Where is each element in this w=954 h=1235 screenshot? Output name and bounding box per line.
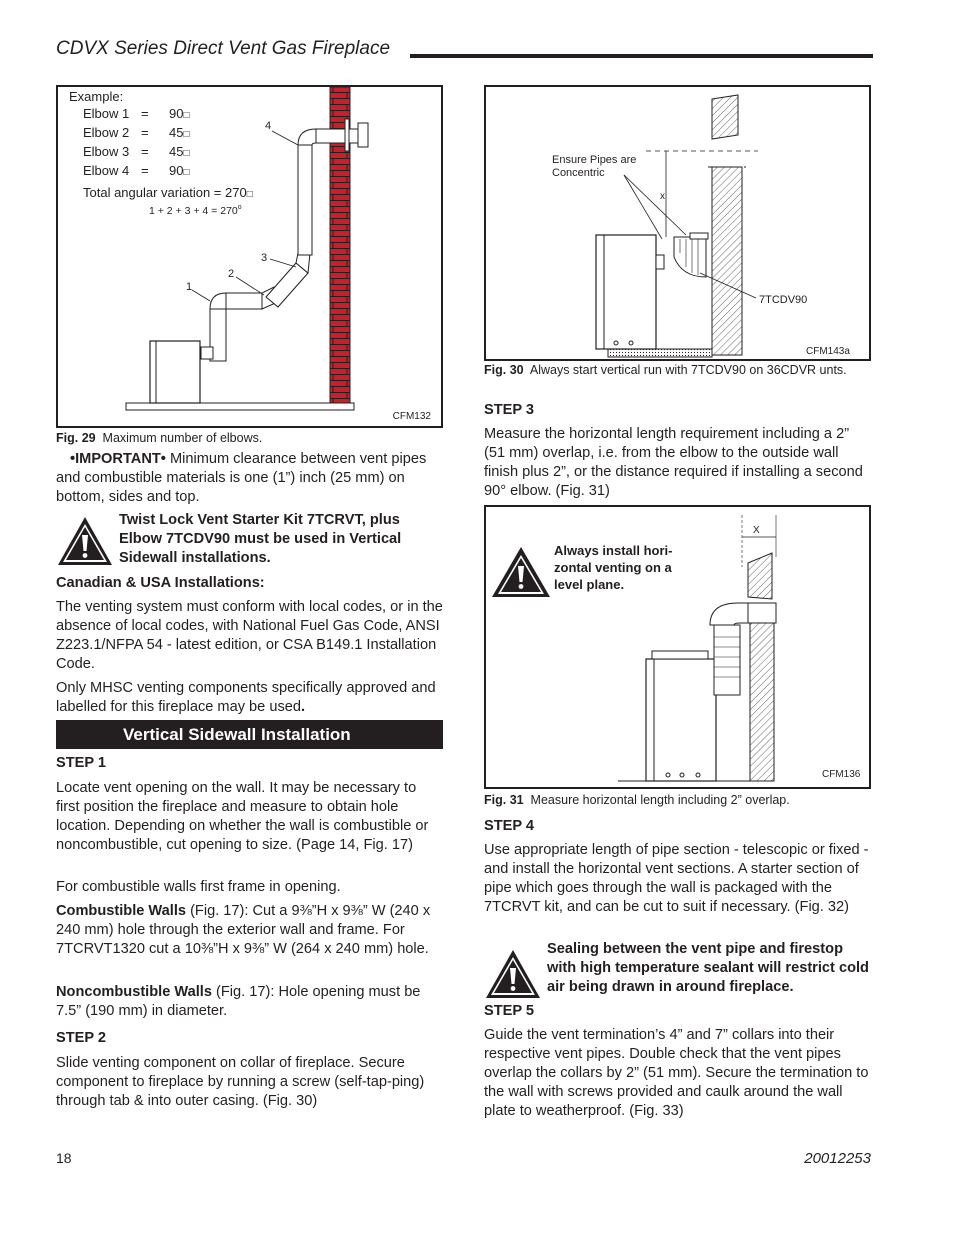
section-title-band (56, 720, 443, 749)
elbow-row: Elbow 2 = 45□ (83, 125, 190, 140)
figure-31 (484, 505, 871, 789)
fig29-code: CFM132 (392, 411, 431, 422)
callout-4: 4 (265, 120, 272, 132)
fig29-example (69, 88, 253, 203)
total-angular: Total angular variation = 270□ (83, 185, 253, 200)
figure-30 (484, 85, 871, 361)
warning-icon (484, 948, 542, 1000)
fig31-x-label: X (753, 525, 760, 536)
callout-2: 2 (228, 268, 235, 280)
step5-heading: STEP 5 (484, 1003, 535, 1019)
fig31-caption: Fig. 31 Measure horizontal length including 2” overlap. (484, 793, 790, 807)
callout-3: 3 (261, 252, 268, 264)
callout-1: 1 (186, 281, 193, 293)
elbow-row: Elbow 3 = 45□ (83, 144, 190, 159)
fig31-warning: Always install hori- zontal venting on a level plane. (554, 543, 673, 592)
canadian-heading: Canadian & USA Installations: (56, 575, 265, 591)
important-note: •IMPORTANT• Minimum clearance between vent pipes and combustible materials is one (1”) inch (25 mm) on bottom, sides and top. (56, 451, 427, 505)
warning-text-2: Sealing between the vent pipe and firestop with high temperature sealant will restrict cold air being drawn in around fireplace. (547, 941, 869, 995)
elbow-list (69, 105, 253, 203)
section-title: Vertical Sidewall Installation (123, 725, 351, 744)
figure-29 (56, 85, 443, 428)
document-number: 20012253 (804, 1150, 871, 1167)
fig29-caption: Fig. 29 Maximum number of elbows. (56, 431, 263, 445)
fig30-x-label: x (660, 191, 665, 202)
figure-31-drawing (486, 507, 869, 787)
step3-text: Measure the horizontal length requirement including a 2” (51 mm) overlap, i.e. from the elbow to the outside wall finish plus 2”, or the distance required if installing a second 90° elbow. (Fig. 31) (484, 426, 863, 499)
step1-para1: Locate vent opening on the wall. It may be necessary to first position the fireplace and measure to obtain hole location. Depending on whether the wall is combustible or noncombustible, cut opening to size. (Page 14, Fig. 17) (56, 780, 429, 853)
step1-para2: For combustible walls first frame in opening. (56, 879, 341, 895)
figure-30-drawing (486, 87, 869, 359)
codes-paragraph: The venting system must conform with local codes, or in the absence of local codes, with National Fuel Gas Code, ANSI Z223.1/NFPA 54 - latest edition, or CSA B149.1 Installation Code. (56, 599, 443, 672)
step1-noncombustible: Noncombustible Walls (Fig. 17): Hole opening must be 7.5” (190 mm) in diameter. (56, 984, 421, 1019)
step5-text: Guide the vent termination’s 4” and 7” collars into their respective vent pipes. Double check that the vent pipes overlap the collars by 2” (51 mm). Secure the termination to the wall with screws provided and caulk around the wall plate to weatherproof. (Fig. 33) (484, 1027, 869, 1119)
mhsc-paragraph: Only MHSC venting components specifically approved and labelled for this fireplace may be used. (56, 680, 436, 715)
page-number: 18 (56, 1150, 72, 1166)
fig30-code: CFM143a (806, 346, 850, 357)
step1-combustible: Combustible Walls (Fig. 17): Cut a 9⅜”H x 9⅜” W (240 x 240 mm) hole through the exterior wall and frame. For 7TCRVT1320 cut a 10⅜”H x 9⅜” W (264 x 240 mm) hole. (56, 903, 431, 957)
elbow-row: Elbow 4 = 90□ (83, 163, 190, 178)
header-rule (410, 54, 873, 58)
example-label: Example: (69, 89, 124, 104)
page-header-title: CDVX Series Direct Vent Gas Fireplace (56, 38, 391, 59)
step2-heading: STEP 2 (56, 1030, 107, 1046)
elbow-row: Elbow 1 = 90□ (83, 106, 190, 121)
step2-text: Slide venting component on collar of fireplace. Secure component to fireplace by running a screw (self-tap-ping) through tab & into outer casing. (Fig. 30) (56, 1055, 425, 1109)
step4-text: Use appropriate length of pipe section - telescopic or fixed - and install the horizontal vent sections. A starter section of pipe which goes through the wall is packaged with the 7TCRVT kit, and can be cut to suit if necessary. (Fig. 32) (484, 842, 869, 915)
warning-icon (56, 515, 114, 567)
warning-text-1: Twist Lock Vent Starter Kit 7TCRVT, plus Elbow 7TCDV90 must be used in Vertical Sidewall installations. (119, 512, 402, 566)
warning-icon (492, 547, 550, 597)
fig30-caption: Fig. 30 Always start vertical run with 7TCDV90 on 36CDVR unts. (484, 363, 847, 377)
step4-heading: STEP 4 (484, 818, 535, 834)
fig31-code: CFM136 (822, 769, 861, 780)
step1-heading: STEP 1 (56, 755, 107, 771)
angle-sum: $1 + 2 + 3 + 4 = 270^o$ (149, 204, 242, 217)
fig30-concentric-line1: Ensure Pipes are (552, 154, 637, 166)
fig30-concentric-line2: Concentric (552, 167, 605, 179)
fig30-part-label: 7TCDV90 (759, 294, 808, 306)
step3-heading: STEP 3 (484, 402, 535, 418)
